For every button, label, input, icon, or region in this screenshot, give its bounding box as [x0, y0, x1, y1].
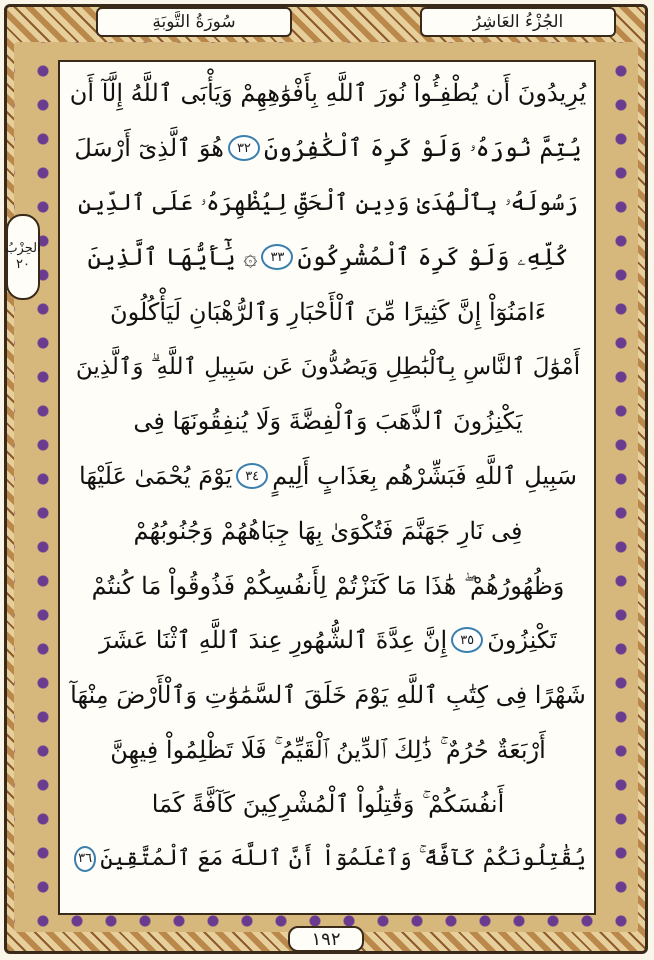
- page-number: ١٩٢: [311, 928, 341, 950]
- verse-text: هُوَ ٱلَّذِىٓ أَرْسَلَ: [74, 134, 224, 163]
- verse-text: شَهْرًا فِى كِتَٰبِ ٱللَّهِ يَوْمَ خَلَقَ ٱلسَّمَٰوَٰتِ وَٱلْأَرْضَ مِنْهَآ: [70, 680, 586, 709]
- verse-text: سَبِيلِ ٱللَّهِ فَبَشِّرْهُم بِعَذَابٍ أَلِيمٍ: [272, 462, 577, 491]
- verse-line: [70, 722, 586, 777]
- verse-line: [70, 175, 586, 230]
- ayah-number-marker: ٣٦: [74, 846, 96, 872]
- verse-line: [70, 668, 586, 723]
- verse-line: [70, 394, 586, 449]
- verse-line: [70, 449, 586, 504]
- hizb-number: ٢٠: [16, 257, 30, 272]
- verse-line: [70, 613, 586, 668]
- verse-lines: [70, 66, 586, 886]
- verse-text: فِى نَارِ جَهَنَّمَ فَتُكْوَىٰ بِهَا جِبَاهُهُمْ وَجُنُوبُهُمْ: [133, 516, 523, 545]
- verse-text: أَنفُسَكُمْ ۚ وَقَٰتِلُواْ ٱلْمُشْرِكِينَ كَآفَّةً كَمَا: [151, 790, 505, 819]
- ayah-number-marker: ٣٣: [261, 244, 293, 270]
- page-number-box: [288, 926, 364, 952]
- verse-line: [70, 777, 586, 832]
- verse-line: [70, 339, 586, 394]
- surah-header: [96, 7, 292, 37]
- juz-header: [420, 7, 616, 37]
- ayah-number-marker: ٣٥: [451, 627, 483, 653]
- verse-line: [70, 121, 586, 176]
- verse-text: وَظُهُورُهُمْ ۖ هَٰذَا مَا كَنَزْتُمْ لِأَنفُسِكُمْ فَذُوقُواْ مَا كُنتُمْ: [91, 571, 565, 600]
- verse-line: [70, 558, 586, 613]
- verse-line: [70, 504, 586, 559]
- hizb-marker: [6, 214, 40, 300]
- verse-line: [70, 66, 586, 121]
- verse-text: رَسُولَهُۥ بِٱلْهُدَىٰ وَدِينِ ٱلْحَقِّ لِيُظْهِرَهُۥ عَلَى ٱلدِّينِ: [77, 189, 579, 216]
- juz-label: الجُزْءُ العَاشِرُ: [472, 12, 564, 32]
- verse-line: [70, 832, 586, 887]
- verse-text: كُلِّهِۦ وَلَوْ كَرِهَ ٱلْمُشْرِكُونَ: [297, 243, 569, 272]
- hizb-title: الحِزْبُ: [5, 241, 41, 257]
- ayah-number-marker: ٣٢: [228, 135, 260, 161]
- verse-text: يُتِمَّ نُورَهُۥ وَلَوْ كَرِهَ ٱلْكَٰفِرُونَ: [263, 134, 582, 163]
- verse-text: تَكْنِزُونَ: [487, 626, 557, 655]
- ayah-number-marker: ٣٤: [236, 463, 268, 489]
- verse-text: أَرْبَعَةٌ حُرُمٌ ۚ ذَٰلِكَ ٱلدِّينُ ٱلْقَيِّمُ ۚ فَلَا تَظْلِمُواْ فِيهِنَّ: [110, 735, 546, 764]
- verse-text: ۞ يَٰٓأَيُّهَا ٱلَّذِينَ: [87, 243, 258, 272]
- verse-text: ءَامَنُوٓاْ إِنَّ كَثِيرًا مِّنَ ٱلْأَحْبَارِ وَٱلرُّهْبَانِ لَيَأْكُلُونَ: [109, 298, 547, 327]
- verse-text: أَمْوَٰلَ ٱلنَّاسِ بِٱلْبَٰطِلِ وَيَصُدُّونَ عَن سَبِيلِ ٱللَّهِ ۗ وَٱلَّذِينَ: [75, 353, 581, 380]
- verse-text: يُقَٰتِلُونَكُمْ كَآفَّةً ۚ وَٱعْلَمُوٓاْ أَنَّ ٱللَّهَ مَعَ ٱلْمُتَّقِينَ: [100, 846, 586, 872]
- verse-text: يُرِيدُونَ أَن يُطْفِـُٔواْ نُورَ ٱللَّهِ بِأَفْوَٰهِهِمْ وَيَأْبَى ٱللَّهُ إِلَّآ أَن: [69, 79, 587, 108]
- verse-text: يَوْمَ يُحْمَىٰ عَلَيْهَا: [79, 462, 233, 491]
- verse-text: يَكْنِزُونَ ٱلذَّهَبَ وَٱلْفِضَّةَ وَلَا يُنفِقُونَهَا فِى: [133, 407, 523, 436]
- surah-label: سُورَةُ التَّوبَةِ: [152, 12, 236, 32]
- verse-line: [70, 285, 586, 340]
- verse-text: إِنَّ عِدَّةَ ٱلشُّهُورِ عِندَ ٱللَّهِ ٱثْنَا عَشَرَ: [99, 626, 448, 655]
- verse-line: [70, 230, 586, 285]
